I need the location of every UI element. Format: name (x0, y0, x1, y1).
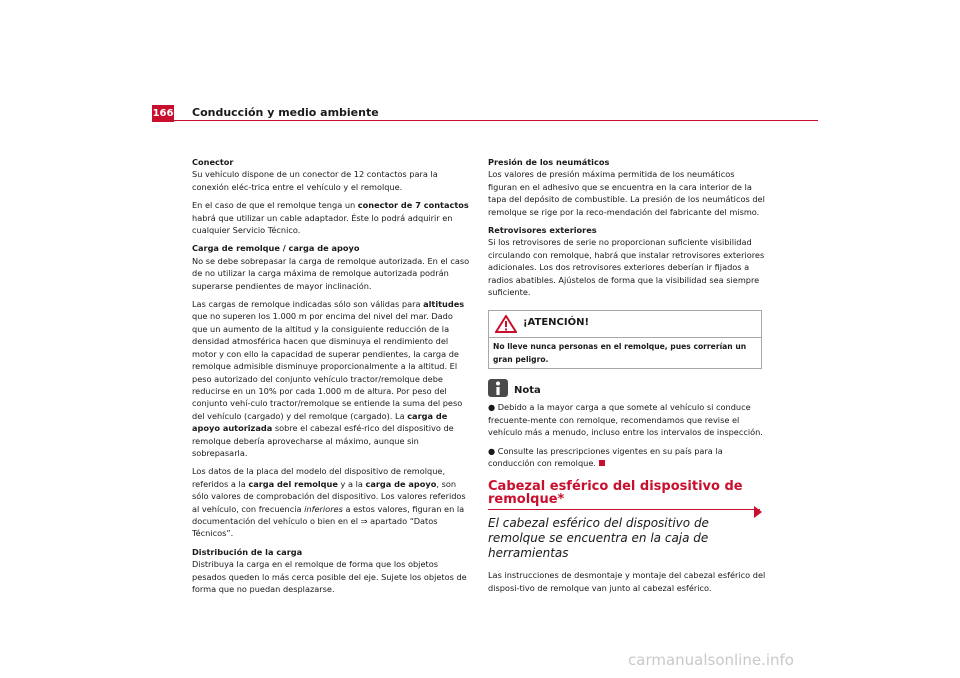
note-bullet-1: ● Debido a la mayor carga a que somete al vehículo si conduce frecuente-mente con remolque, recomendamos que revise el vehículo más a menudo, incluso entre los intervalos de inspección. (488, 402, 763, 438)
note-header (488, 379, 766, 397)
next-page-arrow-icon[interactable] (754, 506, 762, 518)
section-subtitle: El cabezal esférico del dispositivo de remolque se encuentra en la caja de herramientas (488, 516, 709, 561)
retrovisores-heading: Retrovisores exteriores (488, 225, 597, 236)
warning-title: ¡ATENCIÓN! (523, 317, 590, 329)
carga-text-1: No se debe sobrepasar la carga de remolque autorizada. En el caso de no utilizar la carga máxima de remolque autorizada podrán superarse pendientes de mayor inclinación. (192, 255, 470, 291)
watermark-text: carmanualsonline.info (628, 651, 794, 669)
carga-paragraph-2: Las cargas de remolque indicadas sólo son válidas para altitudes que no superen los 1.000 m por encima del nivel del mar. Dado que un aumento de la altitud y la consiguiente reducción de la densidad atmosférica hacen que disminuya el rendimiento del motor y con ello la capacidad de superar pendientes, la carga de remolque admisible disminuye proporcionalmente a la altitud. El peso autorizado del conjunto vehículo tractor/remolque debe reducirse en un 10% por cada 1.000 m de altura. Por peso del conjunto vehí-culo tractor/remolque se entiende la suma del peso del vehículo (cargado) y del remolque (cargado). La carga de apoyo autorizada sobre el cabezal esfé-rico del dispositivo de remolque debería aprovecharse al máximo, aunque sin sobrepasarla. (192, 299, 465, 458)
warning-text: No lleve nunca personas en el remolque, pues correrían un gran peligro. (489, 337, 761, 368)
presion-heading: Presión de los neumáticos (488, 157, 610, 167)
warning-box (488, 310, 762, 369)
header-rule (152, 120, 818, 121)
section-title: Cabezal esférico del dispositivo de remolque* (488, 479, 743, 507)
note-bullet-2: ● Consulte las prescripciones vigentes en su país para la conducción con remolque. (488, 445, 723, 468)
conector-text: Su vehículo dispone de un conector de 12 contactos para la conexión eléc-trica entre el vehículo y el remolque. (192, 169, 438, 192)
distribucion-text: Distribuya la carga en el remolque de forma que los objetos pesados queden lo más cerca posible del eje. Sujete los objetos de forma que no puedan desplazarse. (192, 559, 467, 594)
section-text: Las instrucciones de desmontaje y montaje del cabezal esférico del disposi-tivo de remolque van junto al cabezal esférico. (488, 570, 766, 593)
carga-heading: Carga de remolque / carga de apoyo (192, 243, 360, 254)
left-column (192, 156, 470, 601)
bullet-icon: ● (488, 445, 498, 456)
datos-tecnicos-link[interactable]: apartado “Datos Técnicos”. (192, 515, 438, 539)
bullet-icon: ● (488, 402, 498, 413)
conector-paragraph-2: En el caso de que el remolque tenga un conector de 7 contactos habrá que utilizar un cable adaptador. Éste lo podrá adquirir en cualquier Servicio Técnico. (192, 200, 469, 236)
conector-heading: Conector (192, 157, 234, 167)
section-end-icon (599, 460, 605, 466)
conector-7-emphasis: conector de 7 contactos (357, 200, 469, 211)
presion-text: Los valores de presión máxima permitida de los neumáticos figuran en el adhesivo que se encuentra en la cara interior de la tapa del depósito de combustible. La presión de los neumáticos del remolque se rige por la reco-mendación del fabricante del mismo. (488, 169, 765, 217)
info-icon (488, 379, 508, 397)
retrovisores-text: Si los retrovisores de serie no proporcionan suficiente visibilidad circulando con remolque, habrá que instalar retrovisores exteriores adicionales. Los dos retrovisores exteriores deberían ir fijados a radios abatibles. Ajústelos de forma que la visibilidad sea siempre suficiente. (488, 237, 765, 298)
right-column (488, 156, 766, 600)
section-divider (488, 509, 760, 510)
carga-paragraph-3: Los datos de la placa del modelo del dispositivo de remolque, referidos a la carga del remolque y a la carga de apoyo, son sólo valores de comprobación del dispositivo. Los valores referidos al vehículo, con frecuencia inferiores a estos valores, figuran en la documentación del vehículo o bien en el ⇒ apartado “Datos Técnicos”. (192, 466, 466, 539)
page-number: 166 (152, 105, 174, 122)
distribucion-heading: Distribución de la carga (192, 546, 303, 557)
note-title: Nota (514, 384, 541, 396)
warning-triangle-icon (495, 315, 517, 333)
page-header-title: Conducción y medio ambiente (192, 106, 379, 119)
cross-reference-arrow-icon: ⇒ (360, 515, 368, 526)
